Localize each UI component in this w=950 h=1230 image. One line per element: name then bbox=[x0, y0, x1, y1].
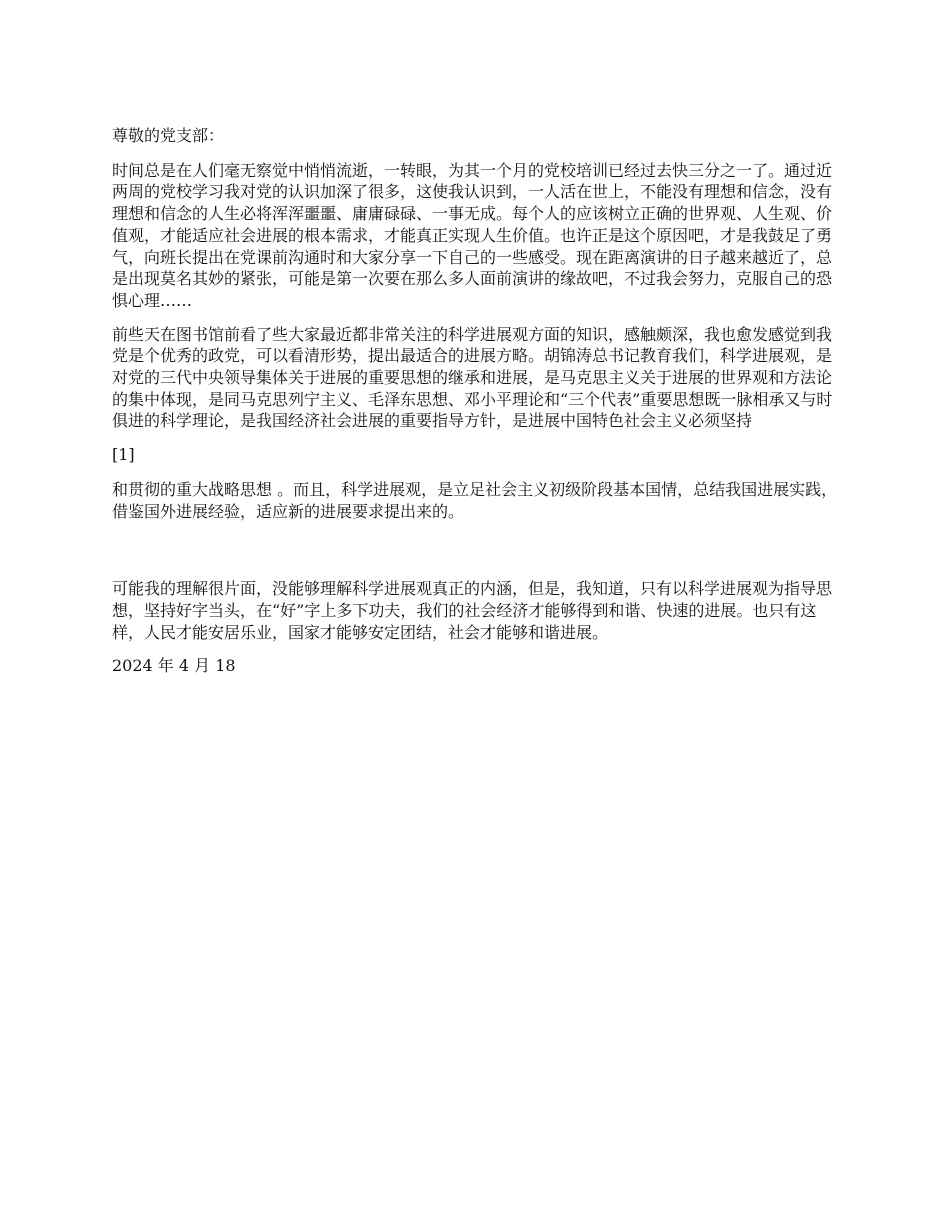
letter-body bbox=[112, 125, 840, 689]
paragraph-conclusion: 可能我的理解很片面，没能够理解科学进展观真正的内涵，但是，我知道，只有以科学进展观为指导思想，坚持好字当头，在“好”字上多下功夫，我们的社会经济才能够得到和谐、快速的进展。也只有这样，人民才能安居乐业，国家才能够安定团结，社会才能够和谐进展。 bbox=[112, 579, 833, 642]
salutation: 尊敬的党支部： bbox=[112, 126, 225, 145]
paragraph-scientific-development: 前些天在图书馆前看了些大家最近都非常关注的科学进展观方面的知识，感触颇深，我也愈发感觉到我党是个优秀的政党，可以看清形势，提出最适合的进展方略。胡锦涛总书记教育我们，科学进展观，是对党的三代中央领导集体关于进展的重要思想的继承和进展，是马克思主义关于进展的世界观和方法论的集中体现，是同马克思列宁主义、毛泽东思想、邓小平理论和“三个代表”重要思想既一脉相承又与时俱进的科学理论，是我国经济社会进展的重要指导方针，是进展中国特色社会主义必须坚持 bbox=[112, 324, 833, 431]
letter-date: 2024 年 4 月 18 bbox=[112, 656, 236, 676]
paragraph-party-school: 时间总是在人们毫无察觉中悄悄流逝，一转眼，为其一个月的党校培训已经过去快三分之一了。通过近两周的党校学习我对党的认识加深了很多，这使我认识到，一人活在世上，不能没有理想和信念，没有理想和信念的人生必将浑浑噩噩、庸庸碌碌、一事无成。每个人的应该树立正确的世界观、人生观、价值观，才能适应社会进展的根本需求，才能真正实现人生价值。也许正是这个原因吧，才是我鼓足了勇气，向班长提出在党课前沟通时和大家分享一下自己的一些感受。现在距离演讲的日子越来越近了，总是出现莫名其妙的紧张，可能是第一次要在那么多人面前演讲的缘故吧，不过我会努力，克服自己的恐惧心理…… bbox=[112, 160, 833, 310]
paragraph-strategic-thought: 和贯彻的重大战略思想 。而且，科学进展观，是立足社会主义初级阶段基本国情，总结我国进展实践，借鉴国外进展经验，适应新的进展要求提出来的。 bbox=[112, 479, 838, 521]
footnote-reference: [1] bbox=[112, 445, 135, 465]
